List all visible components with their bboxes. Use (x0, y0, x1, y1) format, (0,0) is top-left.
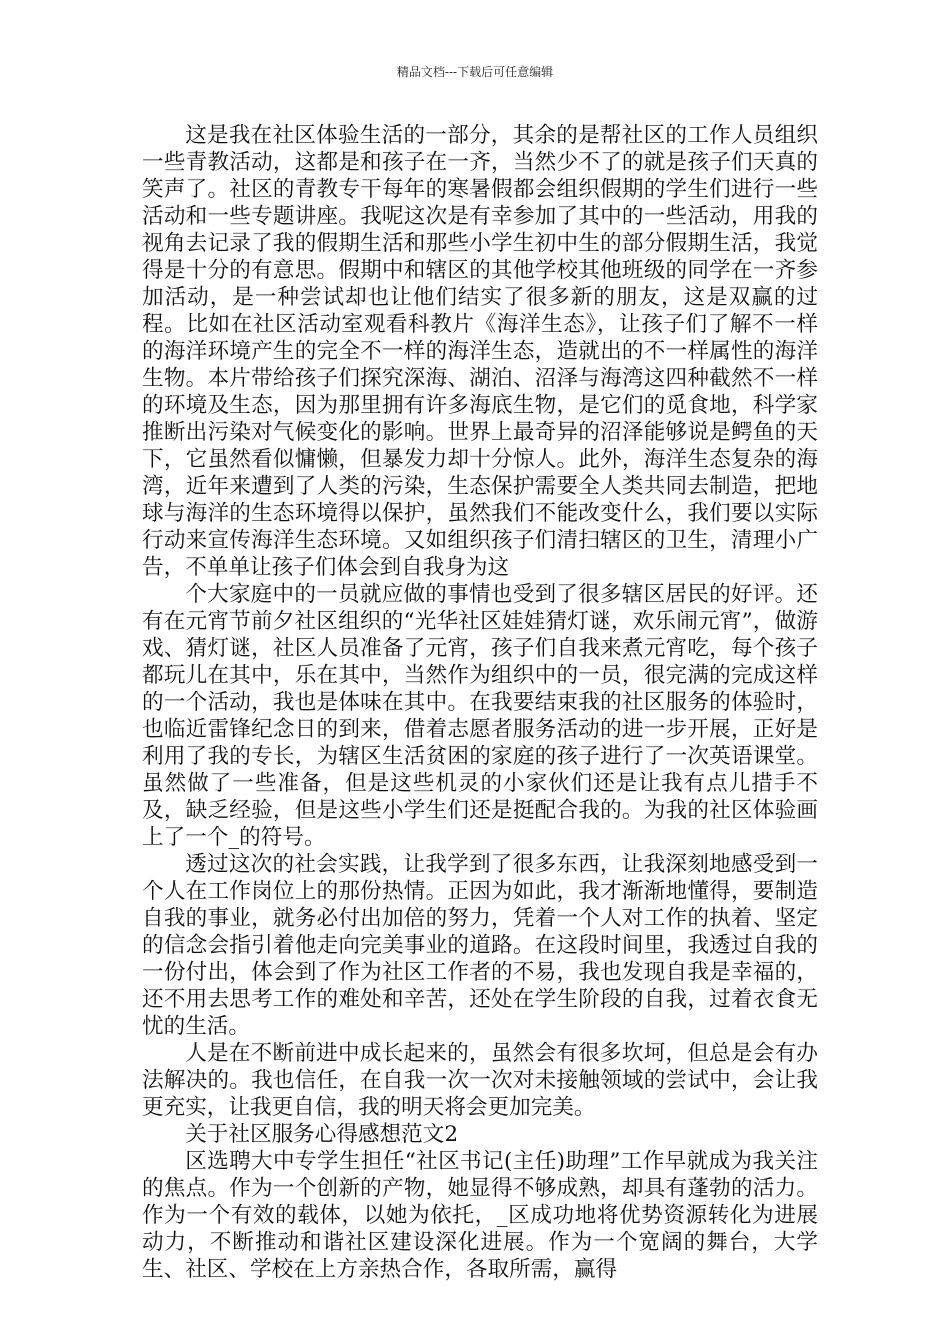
section-heading: 关于社区服务心得感想范文2 (185, 1122, 459, 1147)
paragraph-5: 区选聘大中专学生担任“社区书记(主任)助理”工作早就成为我关注的焦点。作为一个创新的产物，她显得不够成熟，却具有蓬勃的活力。作为一个有效的载体，以她为依托，_区成功地将优势资源转化为进展动力，不断推动和谐社区建设深化进展。作为一个宽阔的舞台，大学生、社区、学校在上方亲热合作，各取所需，赢得 (142, 1149, 818, 1282)
paragraph-2: 个大家庭中的一员就应做的事情也受到了很多辖区居民的好评。还有在元宵节前夕社区组织的“光华社区娃娃猜灯谜，欢乐闹元宵”，做游戏、猜灯谜，社区人员准备了元宵，孩子们自我来煮元宵吃，每个孩子都玩儿在其中，乐在其中，当然作为组织中的一员，很完满的完成这样的一个活动，我也是体味在其中。在我要结束我的社区服务的体验时，也临近雷锋纪念日的到来，借着志愿者服务活动的进一步开展，正好是利用了我的专长，为辖区生活贫困的家庭的孩子进行了一次英语课堂。虽然做了一些准备，但是这些机灵的小家伙们还是让我有点儿措手不及，缺乏经验，但是这些小学生们还是挺配合我的。为我的社区体验画上了一个_的符号。 (142, 582, 818, 850)
document-body (142, 122, 818, 1283)
paragraph-1: 这是我在社区体验生活的一部分，其余的是帮社区的工作人员组织一些青教活动，这都是和孩子在一齐，当然少不了的就是孩子们天真的笑声了。社区的青教专干每年的寒暑假都会组织假期的学生们进行一些活动和一些专题讲座。我呢这次是有幸参加了其中的一些活动，用我的视角去记录了我的假期生活和那些小学生初中生的部分假期生活，我觉得是十分的有意思。假期中和辖区的其他学校其他班级的同学在一齐参加活动，是一种尝试却也让他们结实了很多新的朋友，这是双赢的过程。比如在社区活动室观看科教片《海洋生态》，让孩子们了解不一样的海洋环境产生的完全不一样的海洋生态，造就出的不一样属性的海洋生物。本片带给孩子们探究深海、湖泊、沼泽与海湾这四种截然不一样的环境及生态，因为那里拥有许多海底生物，是它们的觅食地，科学家推断出污染对气候变化的影响。世界上最奇异的沼泽能够说是鳄鱼的天下，它虽然看似慵懒，但暴发力却十分惊人。此外，海洋生态复杂的海湾，近年来遭到了人类的污染，生态保护需要全人类共同去制造，把地球与海洋的生态环境得以保护，虽然我们不能改变什么，我们要以实际行动来宣传海洋生态环境。又如组织孩子们清扫辖区的卫生，清理小广告，不单单让孩子们体会到自我身为这 (142, 123, 818, 580)
paragraph-3: 透过这次的社会实践，让我学到了很多东西，让我深刻地感受到一个人在工作岗位上的那份热情。正因为如此，我才渐渐地懂得，要制造自我的事业，就务必付出加倍的努力，凭着一个人对工作的执着、坚定的信念会指引着他走向完美事业的道路。在这段时间里，我透过自我的一份付出，体会到了作为社区工作者的不易，我也发现自我是幸福的，还不用去思考工作的难处和辛苦，还处在学生阶段的自我，过着衣食无忧的生活。 (142, 852, 818, 1039)
page-header: 精品文档---下载后可任意编辑 (396, 65, 554, 79)
paragraph-4: 人是在不断前进中成长起来的，虽然会有很多坎坷，但总是会有办法解决的。我也信任，在自我一次一次对未接触领域的尝试中，会让我更充实，让我更自信，我的明天将会更加完美。 (142, 1041, 818, 1120)
